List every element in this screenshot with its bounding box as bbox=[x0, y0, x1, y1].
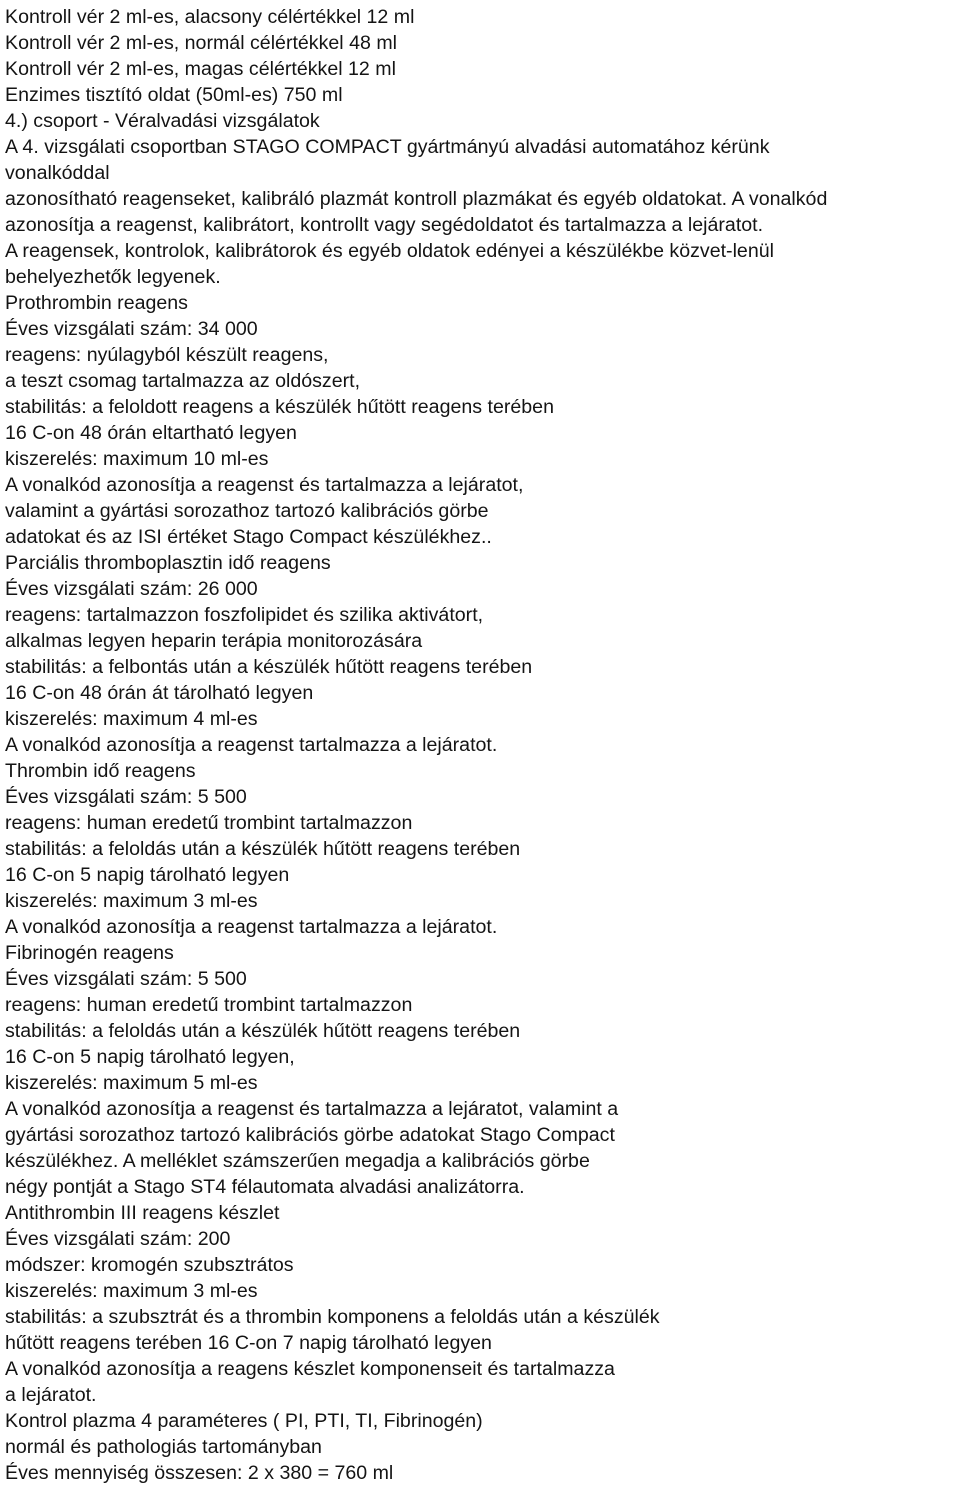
text-line: gyártási sorozathoz tartozó kalibrációs görbe adatokat Stago Compact bbox=[5, 1124, 615, 1146]
text-line: Fibrinogén reagens bbox=[5, 942, 174, 964]
text-line: reagens: human eredetű trombint tartalmazzon bbox=[5, 994, 413, 1016]
text-line: Éves vizsgálati szám: 26 000 bbox=[5, 578, 258, 600]
text-line: reagens: nyúlagyból készült reagens, bbox=[5, 344, 329, 366]
text-line: stabilitás: a szubsztrát és a thrombin komponens a feloldás után a készülék bbox=[5, 1306, 660, 1328]
text-line: A 4. vizsgálati csoportban STAGO COMPACT gyártmányú alvadási automatához kérünk bbox=[5, 136, 770, 158]
text-line: A vonalkód azonosítja a reagenst és tartalmazza a lejáratot, bbox=[5, 474, 524, 496]
text-line: behelyezhetők legyenek. bbox=[5, 266, 221, 288]
text-line: Kontroll vér 2 ml-es, alacsony célértékkel 12 ml bbox=[5, 6, 415, 28]
text-line: kiszerelés: maximum 3 ml-es bbox=[5, 1280, 258, 1302]
text-line: Éves vizsgálati szám: 5 500 bbox=[5, 786, 247, 808]
text-line: hűtött reagens terében 16 C-on 7 napig tárolható legyen bbox=[5, 1332, 492, 1354]
text-line: a teszt csomag tartalmazza az oldószert, bbox=[5, 370, 361, 392]
text-line: stabilitás: a feloldás után a készülék hűtött reagens terében bbox=[5, 838, 521, 860]
text-line: Kontrol plazma 4 paraméteres ( PI, PTI, TI, Fibrinogén) bbox=[5, 1410, 483, 1432]
text-line: Kontroll vér 2 ml-es, magas célértékkel 12 ml bbox=[5, 58, 396, 80]
text-line: A vonalkód azonosítja a reagens készlet komponenseit és tartalmazza bbox=[5, 1358, 615, 1380]
text-line: vonalkóddal bbox=[5, 162, 110, 184]
text-line: Éves vizsgálati szám: 200 bbox=[5, 1228, 231, 1250]
text-line: 16 C-on 48 órán eltartható legyen bbox=[5, 422, 297, 444]
text-line: reagens: human eredetű trombint tartalmazzon bbox=[5, 812, 413, 834]
text-line: A vonalkód azonosítja a reagenst és tartalmazza a lejáratot, valamint a bbox=[5, 1098, 619, 1120]
text-line: azonosítja a reagenst, kalibrátort, kontrollt vagy segédoldatot és tartalmazza a lejáratot. bbox=[5, 214, 764, 236]
document-body bbox=[5, 4, 955, 1486]
text-line: Enzimes tisztító oldat (50ml-es) 750 ml bbox=[5, 84, 343, 106]
text-line: Éves mennyiség összesen: 2 x 380 = 760 ml bbox=[5, 1462, 394, 1484]
text-line: A vonalkód azonosítja a reagenst tartalmazza a lejáratot. bbox=[5, 916, 498, 938]
text-line: Thrombin idő reagens bbox=[5, 760, 196, 782]
text-line: adatokat és az ISI értéket Stago Compact készülékhez.. bbox=[5, 526, 492, 548]
text-line: 16 C-on 5 napig tárolható legyen, bbox=[5, 1046, 295, 1068]
text-line: négy pontját a Stago ST4 félautomata alvadási analizátorra. bbox=[5, 1176, 525, 1198]
text-line: stabilitás: a felbontás után a készülék hűtött reagens terében bbox=[5, 656, 533, 678]
text-line: azonosítható reagenseket, kalibráló plazmát kontroll plazmákat és egyéb oldatokat. A vonalkód bbox=[5, 188, 828, 210]
text-line: kiszerelés: maximum 3 ml-es bbox=[5, 890, 258, 912]
text-line: 16 C-on 48 órán át tárolható legyen bbox=[5, 682, 314, 704]
text-line: 4.) csoport - Véralvadási vizsgálatok bbox=[5, 110, 320, 132]
text-line: kiszerelés: maximum 4 ml-es bbox=[5, 708, 258, 730]
text-line: Antithrombin III reagens készlet bbox=[5, 1202, 280, 1224]
text-line: Éves vizsgálati szám: 34 000 bbox=[5, 318, 258, 340]
text-line: készülékhez. A melléklet számszerűen megadja a kalibrációs görbe bbox=[5, 1150, 590, 1172]
text-line: a lejáratot. bbox=[5, 1384, 97, 1406]
text-line: A reagensek, kontrolok, kalibrátorok és egyéb oldatok edényei a készülékbe közvet-lenül bbox=[5, 240, 774, 262]
text-line: Prothrombin reagens bbox=[5, 292, 188, 314]
text-line: Kontroll vér 2 ml-es, normál célértékkel 48 ml bbox=[5, 32, 398, 54]
text-line: A vonalkód azonosítja a reagenst tartalmazza a lejáratot. bbox=[5, 734, 498, 756]
text-line: stabilitás: a feloldás után a készülék hűtött reagens terében bbox=[5, 1020, 521, 1042]
text-line: módszer: kromogén szubsztrátos bbox=[5, 1254, 294, 1276]
text-line: 16 C-on 5 napig tárolható legyen bbox=[5, 864, 290, 886]
text-line: Éves vizsgálati szám: 5 500 bbox=[5, 968, 247, 990]
text-line: kiszerelés: maximum 5 ml-es bbox=[5, 1072, 258, 1094]
text-line: kiszerelés: maximum 10 ml-es bbox=[5, 448, 269, 470]
text-line: alkalmas legyen heparin terápia monitorozására bbox=[5, 630, 423, 652]
text-line: stabilitás: a feloldott reagens a készülék hűtött reagens terében bbox=[5, 396, 554, 418]
text-line: normál és pathologiás tartományban bbox=[5, 1436, 322, 1458]
text-line: valamint a gyártási sorozathoz tartozó kalibrációs görbe bbox=[5, 500, 489, 522]
text-line: Parciális thromboplasztin idő reagens bbox=[5, 552, 331, 574]
text-line: reagens: tartalmazzon foszfolipidet és szilika aktivátort, bbox=[5, 604, 484, 626]
